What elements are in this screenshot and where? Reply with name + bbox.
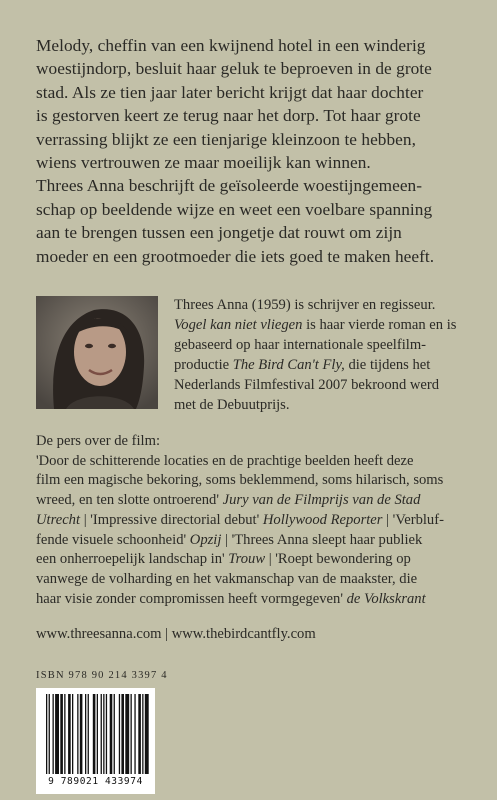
- barcode-bar: [131, 694, 132, 774]
- press-heading: De pers over de film:: [36, 433, 161, 449]
- press-quotes: [36, 432, 484, 609]
- barcode-bar: [72, 694, 73, 774]
- back-cover-blurb: [36, 34, 476, 268]
- press-text: | 'Roept bewondering op: [265, 551, 411, 568]
- bio-text: productie: [174, 356, 233, 373]
- film-title: The Bird Can't Fly,: [232, 356, 345, 373]
- press-text: wreed, en ten slotte ontroerend': [36, 492, 223, 509]
- press-text: film een magische bekoring, soms beklemmend, soms hilarisch, soms: [36, 472, 444, 489]
- blurb-line: Melody, cheffin van een kwijnend hotel in een winderig: [36, 36, 426, 55]
- isbn-label: ISBN 978 90 214 3397 4: [36, 670, 168, 681]
- author-portrait-image: [36, 296, 158, 409]
- press-text: haar visie zonder compromissen heeft vormgegeven': [36, 590, 347, 607]
- press-source: Trouw: [228, 551, 266, 568]
- barcode-bar: [60, 694, 63, 774]
- blurb-line: woestijndorp, besluit haar geluk te beproeven in de grote: [36, 59, 432, 79]
- blurb-line: verrassing blijkt ze een tienjarige kleinzoon te hebben,: [36, 129, 416, 149]
- barcode-bar: [53, 694, 54, 774]
- barcode-bar: [97, 694, 98, 774]
- barcode-bar: [110, 694, 113, 774]
- barcode-bar: [114, 694, 115, 774]
- barcode-bar: [88, 694, 89, 774]
- bio-text: Nederlands Filmfestival 2007 bekroond werd: [174, 376, 440, 393]
- author-section: [36, 296, 481, 412]
- barcode-bar: [77, 694, 78, 774]
- blurb-line: wiens vertrouwen ze maar moeilijk kan winnen.: [36, 153, 371, 173]
- author-photo: [36, 296, 158, 409]
- website-links: www.threesanna.com | www.thebirdcantfly.com: [36, 626, 316, 642]
- barcode-bar: [106, 694, 107, 774]
- press-text: fende visuele schoonheid': [36, 531, 190, 548]
- press-source: Jury van de Filmprijs van de Stad: [222, 492, 421, 509]
- author-bio: [174, 296, 484, 415]
- blurb-line: is gestorven keert ze terug naar het dorp. Tot haar grote: [36, 106, 421, 126]
- press-text: | 'Threes Anna sleept haar publiek: [221, 531, 423, 548]
- bio-text: met de Debuutprijs.: [174, 396, 290, 413]
- barcode-bar: [103, 694, 104, 774]
- press-source: Opzij: [189, 531, 222, 548]
- barcode-bars: [36, 688, 155, 776]
- barcode-bar: [101, 694, 102, 774]
- barcode-bar: [55, 694, 59, 774]
- barcode-bar: [68, 694, 71, 774]
- barcode-bar: [121, 694, 124, 774]
- barcode-bar: [46, 694, 47, 774]
- barcode-bar: [138, 694, 141, 774]
- barcode-bar: [85, 694, 86, 774]
- blurb-line: stad. Als ze tien jaar later bericht krijgt dat haar dochter: [36, 82, 424, 102]
- barcode-bar: [119, 694, 120, 774]
- bio-text: gebaseerd op haar internationale speelfilm-: [174, 336, 427, 353]
- barcode-digits: 9 789021 433974: [48, 776, 143, 787]
- press-text: een onherroepelijk landschap in': [36, 551, 229, 568]
- barcode-bar: [145, 694, 149, 774]
- blurb-paragraph-1: [36, 34, 476, 174]
- press-source: Hollywood Reporter: [262, 511, 383, 528]
- blurb-paragraph-2: [36, 174, 476, 268]
- press-text: 'Door de schitterende locaties en de prachtige beelden heeft deze: [36, 452, 414, 469]
- blurb-line: Threes Anna beschrijft de geïsoleerde woestijngemeen-: [36, 176, 423, 196]
- barcode-bar: [93, 694, 96, 774]
- book-title: Vogel kan niet vliegen: [174, 316, 303, 333]
- blurb-line: aan te brengen tussen een jongetje dat rouwt om zijn: [36, 223, 402, 243]
- blurb-line: schap op beeldende wijze en weet een voelbare spanning: [36, 199, 433, 219]
- barcode-bar: [134, 694, 135, 774]
- press-text: | 'Verbluf-: [382, 511, 444, 528]
- barcode-bar: [80, 694, 83, 774]
- barcode-bar: [64, 694, 65, 774]
- press-source: de Volkskrant: [346, 590, 426, 607]
- bio-text: die tijdens het: [344, 356, 431, 373]
- blurb-line: moeder en een grootmoeder die iets goed te maken heeft.: [36, 246, 435, 266]
- barcode-bar: [49, 694, 50, 774]
- barcode-bar: [125, 694, 129, 774]
- barcode-bar: [142, 694, 143, 774]
- barcode: [36, 688, 155, 794]
- bio-text: Threes Anna (1959) is schrijver en regisseur.: [174, 297, 436, 313]
- press-text: vanwege de volharding en het vakmanschap van de maakster, die: [36, 570, 418, 587]
- bio-text: is haar vierde roman en is: [302, 316, 457, 333]
- press-source: Utrecht: [36, 511, 81, 528]
- press-text: | 'Impressive directorial debut': [80, 511, 263, 528]
